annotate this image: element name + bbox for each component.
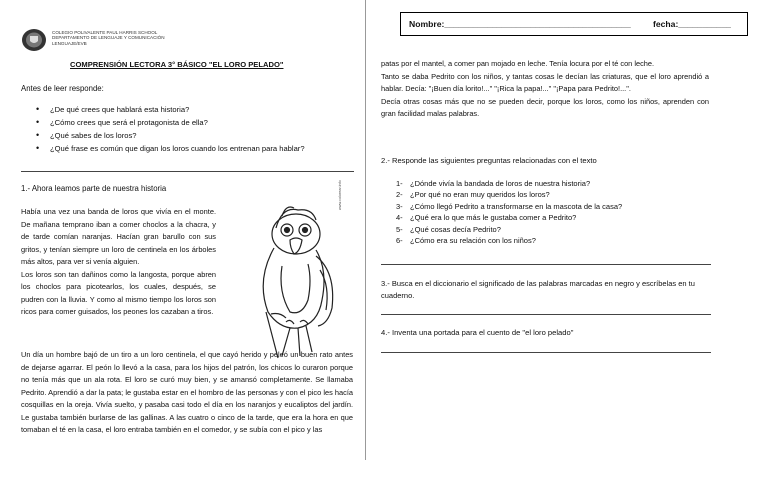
list-item [396, 178, 622, 189]
image-credit: www.colorear.info [338, 180, 342, 210]
divider [381, 264, 711, 265]
name-date-box[interactable] [400, 12, 748, 36]
question-number: 6- [396, 236, 403, 246]
list-item: • ¿Qué frase es común que digan los loros cuando los entrenan para hablar? [36, 142, 356, 155]
divider [381, 314, 711, 315]
question-number: 5- [396, 224, 403, 234]
list-item [396, 189, 622, 200]
list-item: • ¿Qué sabes de los loros? [36, 129, 356, 142]
list-item [396, 212, 622, 223]
list-item: • ¿De qué crees que hablará esta historia? [36, 103, 356, 116]
name-field-label[interactable]: Nombre:_______________________________________ [409, 19, 631, 29]
question-number: 3- [396, 201, 403, 211]
school-line: LENGUAJE/EVB [52, 40, 87, 46]
question-text: ¿Cómo era su relación con los niños? [410, 236, 536, 246]
story-paragraph: Había una vez una banda de loros que vivía en el monte. De mañana temprano iban a comer choclos a la chacra, y de tarde comían naranjas. Hacían gran barullo con sus gritos, y tenían siempre un loro de centinela en los árboles más altos, para ver si venía alguien. [21, 207, 216, 266]
question-text: ¿Qué era lo que más le gustaba comer a Pedrito? [410, 213, 577, 223]
school-logo [21, 28, 47, 52]
question-text: ¿Dónde vivía la bandada de loros de nuestra historia? [410, 179, 591, 188]
date-field-label[interactable]: fecha:___________ [653, 19, 731, 29]
column-divider [365, 0, 366, 460]
worksheet-title: COMPRENSIÓN LECTORA 3° BÁSICO "EL LORO PELADO" [70, 60, 284, 69]
pre-reading-questions [36, 103, 356, 155]
divider [381, 352, 711, 353]
question-text: ¿Cómo llegó Pedrito a transformarse en la mascota de la casa? [410, 201, 623, 211]
section2-questions [396, 178, 622, 246]
section1-title: 1.- Ahora leamos parte de nuestra historia [21, 184, 167, 193]
story-paragraph: Los loros son tan dañinos como la langosta, porque abren los choclos para picotearlos, los cuales, después, se pudren con la lluvia. Y como al mismo tiempo los loros son ricos para comer guisados, los peones los cazaban a tiros. [21, 269, 216, 316]
school-name-block [52, 30, 182, 46]
story-text [21, 206, 216, 319]
question-text: ¿Qué cosas decía Pedrito? [410, 224, 501, 234]
question-number: 4- [396, 213, 403, 223]
section4-text: 4.- Inventa una portada para el cuento de "el loro pelado" [381, 328, 574, 337]
school-line: COLEGIO POLIVALENTE PAUL HARRIS SCHOOL [52, 30, 158, 35]
list-item [396, 224, 622, 235]
story-continued-text: Un día un hombre bajó de un tiro a un loro centinela, el que cayó herido y peleó un buen rato antes de dejarse agarrar. El peón lo llevó a la casa, para los hijos del patrón, los chicos lo curaron porque no tenía más que un ala rota. El loro se curó muy bien, y se amansó completamente. Se llamaba Pedrito. Aprendió a dar la pata; le gustaba estar en el hombro de las personas y con el pico les hacía cosquillas en la oreja. Vivía suelto, y pasaba casi todo el día en los naranjos y eucaliptos del jardín. Le gustaba también burlarse de las gallinas. A las cuatro o cinco de la tarde, que era la hora en que tomaban el té en la casa, el loro entraba también en el comedor, y se subía con el pico y las [21, 350, 353, 434]
divider [21, 171, 354, 172]
list-item: • ¿Cómo crees que será el protagonista de ella? [36, 116, 356, 129]
story-right-text [381, 58, 709, 121]
story-paragraph: patas por el mantel, a comer pan mojado en leche. Tenía locura por el té con leche. [381, 59, 655, 68]
list-item [396, 201, 622, 212]
question-number: 1- [396, 179, 403, 188]
question-number: 2- [396, 190, 403, 200]
school-line: DEPARTAMENTO DE LENGUAJE Y COMUNICACIÓN [52, 35, 165, 41]
section3-text: 3.- Busca en el diccionario el significado de las palabras marcadas en negro y escríbelas en tu cuaderno. [381, 279, 695, 300]
pre-reading-lead: Antes de leer responde: [21, 84, 104, 93]
section2-title: 2.- Responde las siguientes preguntas relacionadas con el texto [381, 156, 597, 165]
story-paragraph: Decía otras cosas más que no se pueden decir, porque los loros, como los niños, aprenden con gran facilidad malas palabras. [381, 96, 709, 119]
story-paragraph: Tanto se daba Pedrito con los niños, y tantas cosas le decían las criaturas, que el loro aprendió a hablar. Decía: "¡Buen día lorito!..." "¡Rica la papa!..." "¡Papa para Pedrito!...". [381, 71, 709, 94]
question-text: ¿Por qué no eran muy queridos los loros? [410, 190, 550, 200]
list-item [396, 235, 622, 246]
parrot-illustration [238, 180, 354, 360]
